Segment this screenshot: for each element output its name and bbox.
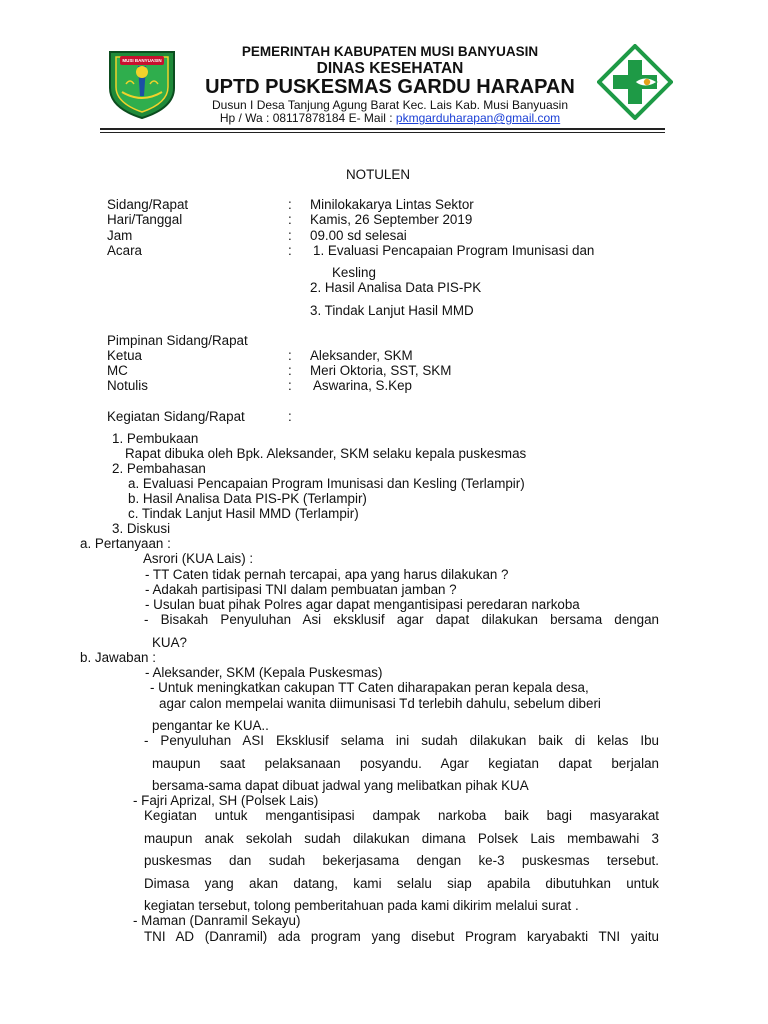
field-value: Aleksander, SKM <box>310 348 413 363</box>
question-item: - Usulan buat pihak Polres agar dapat mengantisipasi peredaran narkoba <box>145 597 580 612</box>
contact-phone: Hp / Wa : 08117878184 E- Mail : <box>219 111 396 125</box>
field-value: Aswarina, S.Kep <box>313 378 412 393</box>
answer-text: kegiatan tersebut, tolong pemberitahuan pada kami dikirim melalui surat . <box>144 898 579 913</box>
field-separator: : <box>288 212 292 227</box>
answer-text: maupun saat pelaksanaan posyandu. Agar kegiatan dapat berjalan <box>152 756 659 771</box>
field-value: Minilokakarya Lintas Sektor <box>310 197 474 212</box>
field-separator: : <box>288 363 292 378</box>
answer-text: bersama-sama dapat dibuat jadwal yang melibatkan pihak KUA <box>152 778 529 793</box>
answer-text: agar calon mempelai wanita diimunisasi Td terlebih dahulu, sebelum diberi <box>159 696 601 711</box>
field-label: Acara <box>107 243 142 258</box>
answerer: - Aleksander, SKM (Kepala Puskesmas) <box>145 665 383 680</box>
field-label: Jam <box>107 228 133 243</box>
agenda-item: 3. Diskusi <box>112 521 171 536</box>
agenda-text: Rapat dibuka oleh Bpk. Aleksander, SKM selaku kepala puskesmas <box>125 446 527 461</box>
answer-text: Dimasa yang akan datang, kami selalu siap apabila dibutuhkan untuk <box>144 876 659 891</box>
field-separator: : <box>288 378 292 393</box>
answer-text: puskesmas dan sudah bekerjasama dengan ke-3 puskesmas tersebut. <box>144 853 659 868</box>
answer-text: TNI AD (Danramil) ada program yang disebut Program karyabakti TNI yaitu <box>144 929 659 944</box>
field-value: 09.00 sd selesai <box>310 228 407 243</box>
kegiatan-separator: : <box>288 409 292 424</box>
header-institution: UPTD PUSKESMAS GARDU HARAPAN <box>205 76 575 98</box>
kegiatan-label: Kegiatan Sidang/Rapat <box>107 409 245 424</box>
agenda-subitem: b. Hasil Analisa Data PIS-PK (Terlampir) <box>128 491 367 506</box>
field-label: Hari/Tanggal <box>107 212 183 227</box>
field-value: 1. Evaluasi Pencapaian Program Imunisasi dan <box>313 243 595 258</box>
field-separator: : <box>288 243 292 258</box>
field-label: MC <box>107 363 128 378</box>
header-address: Dusun I Desa Tanjung Agung Barat Kec. Lais Kab. Musi Banyuasin <box>212 98 568 112</box>
answerer: - Maman (Danramil Sekayu) <box>133 913 301 928</box>
question-item: - Adakah partisipasi TNI dalam pembuatan jamban ? <box>145 582 457 597</box>
answer-text: pengantar ke KUA.. <box>152 718 269 733</box>
field-label: Notulis <box>107 378 148 393</box>
field-separator: : <box>288 197 292 212</box>
answer-text: - Penyuluhan ASI Eksklusif selama ini sudah dilakukan baik di kelas Ibu <box>144 733 659 748</box>
field-value: Kamis, 26 September 2019 <box>310 212 473 227</box>
acara-item: 3. Tindak Lanjut Hasil MMD <box>310 303 474 318</box>
agenda-subitem: a. Evaluasi Pencapaian Program Imunisasi dan Kesling (Terlampir) <box>128 476 525 491</box>
answers-heading: b. Jawaban : <box>80 650 156 665</box>
header-department: DINAS KESEHATAN <box>316 60 464 77</box>
answer-text: maupun anak sekolah sudah dilakukan dimana Polsek Lais membawahi 3 <box>144 831 659 846</box>
email-link[interactable]: pkmgarduharapan@gmail.com <box>395 111 561 125</box>
agenda-subitem: c. Tindak Lanjut Hasil MMD (Terlampir) <box>128 506 359 521</box>
emblem-lettering: MUSI BANYUASIN <box>122 58 162 63</box>
acara-item: 2. Hasil Analisa Data PIS-PK <box>310 280 482 295</box>
field-label: Sidang/Rapat <box>107 197 189 212</box>
pimpinan-heading: Pimpinan Sidang/Rapat <box>107 333 248 348</box>
agenda-item: 1. Pembukaan <box>112 431 199 446</box>
questions-heading: a. Pertanyaan : <box>80 536 171 551</box>
letterhead-rule <box>100 128 665 130</box>
question-item: - TT Caten tidak pernah tercapai, apa yang harus dilakukan ? <box>145 567 509 582</box>
acara-continuation: Kesling <box>332 265 376 280</box>
header-contact <box>150 111 630 125</box>
questioner: Asrori (KUA Lais) : <box>143 551 254 566</box>
answer-text: - Untuk meningkatkan cakupan TT Caten diharapakan peran kepala desa, <box>150 680 589 695</box>
field-separator: : <box>288 228 292 243</box>
agenda-item: 2. Pembahasan <box>112 461 206 476</box>
field-value: Meri Oktoria, SST, SKM <box>310 363 452 378</box>
answer-text: Kegiatan untuk mengantisipasi dampak narkoba baik bagi masyarakat <box>144 808 659 823</box>
document-title: NOTULEN <box>346 167 410 182</box>
question-item-cont: KUA? <box>152 635 187 650</box>
letterhead-rule-thin <box>100 132 665 133</box>
field-label: Ketua <box>107 348 142 363</box>
question-item: - Bisakah Penyuluhan Asi eksklusif agar dapat dilakukan bersama dengan <box>144 612 659 627</box>
header-government: PEMERINTAH KABUPATEN MUSI BANYUASIN <box>241 44 539 59</box>
field-separator: : <box>288 348 292 363</box>
answerer: - Fajri Aprizal, SH (Polsek Lais) <box>133 793 319 808</box>
